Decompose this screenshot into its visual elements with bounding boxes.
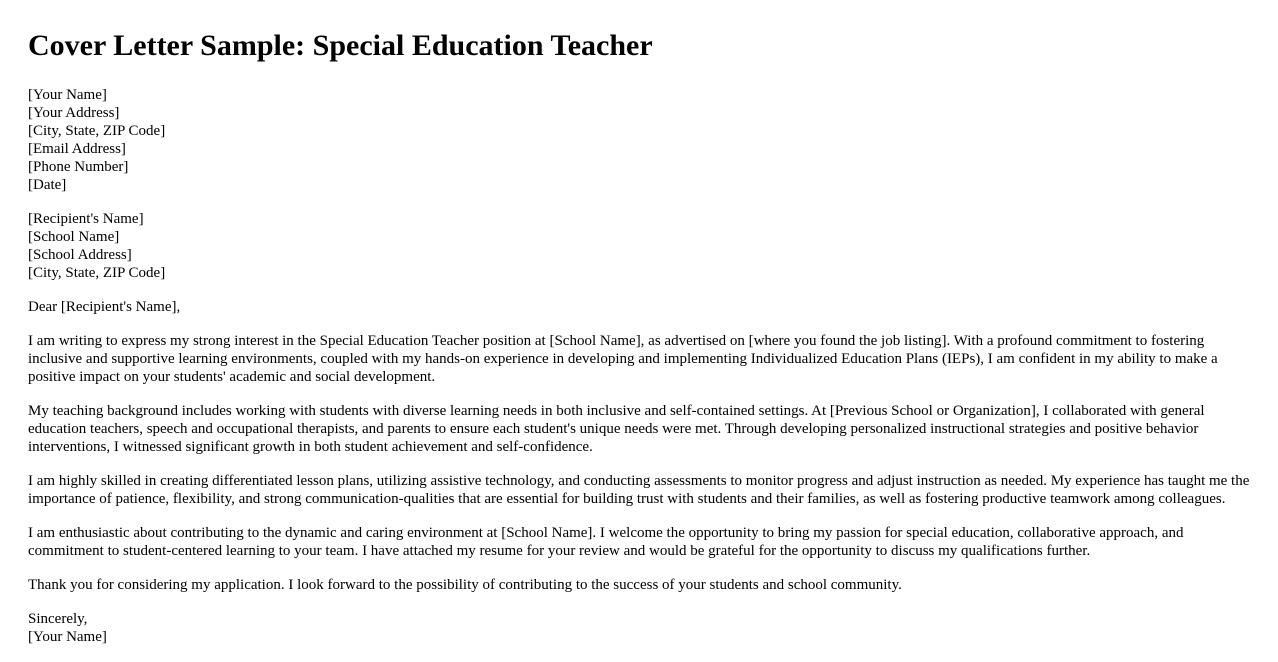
sender-email: [Email Address] xyxy=(28,141,126,157)
recipient-school-address: [School Address] xyxy=(28,247,132,263)
body-paragraph-intro: I am writing to express my strong interest in the Special Education Teacher position at [School Name], as advertised on [where you found the job listing]. With a profound commitment to fostering inclusive and supportive learning environments, coupled with my hands-on experience in developing and implementing Individualized Education Plans (IEPs), I am confident in my ability to make a positive impact on your students' academic and social development. xyxy=(28,333,1218,385)
recipient-school-name: [School Name] xyxy=(28,229,120,245)
body-paragraph-enthusiasm: I am enthusiastic about contributing to the dynamic and caring environment at [School Name]. I welcome the opportunity to bring my passion for special education, collaborative approach, and commitment to student-centered learning to your team. I have attached my resume for your review and would be grateful for the opportunity to discuss my qualifications further. xyxy=(28,525,1184,559)
sender-city-state-zip: [City, State, ZIP Code] xyxy=(28,123,166,139)
body-paragraph-skills: I am highly skilled in creating differentiated lesson plans, utilizing assistive technology, and conducting assessments to monitor progress and adjust instruction as needed. My experience has taught me the importance of patience, flexibility, and strong communication-qualities that are essential for building trust with students and their families, as well as fostering productive teamwork among colleagues. xyxy=(28,473,1250,507)
sender-phone: [Phone Number] xyxy=(28,159,129,175)
recipient-name: [Recipient's Name] xyxy=(28,211,144,227)
closing: Sincerely, xyxy=(28,611,88,627)
letter-page xyxy=(28,0,1254,662)
page-title: Cover Letter Sample: Special Education Teacher xyxy=(28,29,653,62)
recipient-city-state-zip: [City, State, ZIP Code] xyxy=(28,265,166,281)
body-paragraph-background: My teaching background includes working with students with diverse learning needs in both inclusive and self-contained settings. At [Previous School or Organization], I collaborated with general education teachers, speech and occupational therapists, and parents to ensure each student's unique needs were met. Through developing personalized instructional strategies and positive behavior interventions, I witnessed significant growth in both student achievement and self-confidence. xyxy=(28,403,1205,455)
closing-block xyxy=(28,610,1254,646)
sender-name: [Your Name] xyxy=(28,87,107,103)
sender-address-block xyxy=(28,86,1254,194)
sender-address: [Your Address] xyxy=(28,105,120,121)
body-paragraph-thanks: Thank you for considering my application. I look forward to the possibility of contributing to the success of your students and school community. xyxy=(28,577,902,593)
signature-name: [Your Name] xyxy=(28,629,107,645)
salutation: Dear [Recipient's Name], xyxy=(28,299,181,315)
recipient-address-block xyxy=(28,210,1254,282)
letter-date: [Date] xyxy=(28,177,67,193)
